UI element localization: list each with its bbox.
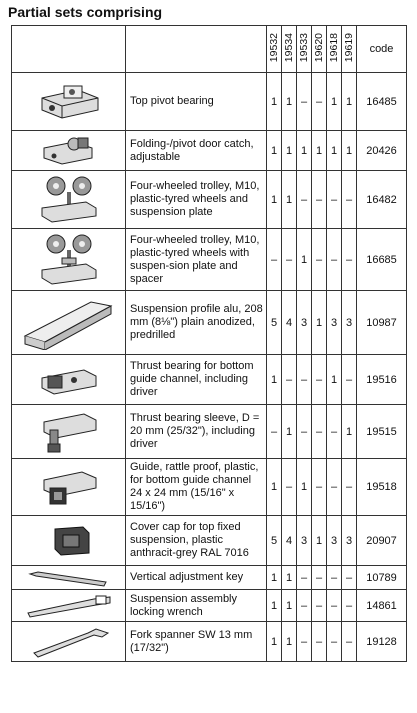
quantity-cell: 1 (267, 590, 282, 622)
table-row (12, 566, 407, 590)
item-description: Four-wheeled trolley, M10, plastic-tyred wheels with suspen-sion plate and spacer (126, 229, 267, 291)
quantity-cell: 1 (267, 355, 282, 405)
item-code: 10987 (357, 291, 407, 355)
quantity-cell: 1 (282, 73, 297, 131)
quantity-cell: – (312, 355, 327, 405)
quantity-cell: 1 (312, 291, 327, 355)
quantity-cell: – (312, 590, 327, 622)
quantity-cell: 1 (327, 131, 342, 171)
quantity-cell: 3 (297, 516, 312, 566)
column-header: 19532 (267, 26, 282, 73)
quantity-cell: – (267, 229, 282, 291)
item-description: Guide, rattle proof, plastic, for bottom guide channel 24 x 24 mm (15/16" x 15/16") (126, 459, 267, 516)
quantity-cell: 1 (342, 405, 357, 459)
item-code: 16482 (357, 171, 407, 229)
quantity-cell: – (267, 405, 282, 459)
item-description: Folding-/pivot door catch, adjustable (126, 131, 267, 171)
quantity-cell: 1 (312, 131, 327, 171)
quantity-cell: – (342, 566, 357, 590)
quantity-cell: – (282, 229, 297, 291)
item-code: 14861 (357, 590, 407, 622)
adjustment-key-icon (12, 566, 126, 590)
page-title: Partial sets comprising (8, 4, 163, 20)
quantity-cell: – (327, 622, 342, 662)
item-description: Suspension profile alu, 208 mm (8⅛") plain anodized, predrilled (126, 291, 267, 355)
item-code: 19128 (357, 622, 407, 662)
column-header: 19620 (312, 26, 327, 73)
quantity-cell: – (312, 229, 327, 291)
item-description: Fork spanner SW 13 mm (17/32") (126, 622, 267, 662)
table-row (12, 516, 407, 566)
column-header: 19534 (282, 26, 297, 73)
item-code: 10789 (357, 566, 407, 590)
cover-cap-icon (12, 516, 126, 566)
quantity-cell: – (327, 171, 342, 229)
quantity-cell: 1 (297, 131, 312, 171)
trolley-spacer-icon (12, 229, 126, 291)
quantity-cell: 1 (312, 516, 327, 566)
item-code: 16685 (357, 229, 407, 291)
quantity-cell: – (327, 590, 342, 622)
quantity-cell: – (342, 229, 357, 291)
quantity-cell: – (327, 459, 342, 516)
quantity-cell: 1 (282, 622, 297, 662)
header-desc-cell (126, 26, 267, 73)
quantity-cell: – (282, 355, 297, 405)
code-header: code (357, 26, 407, 73)
quantity-cell: – (312, 459, 327, 516)
quantity-cell: – (297, 355, 312, 405)
quantity-cell: – (327, 229, 342, 291)
quantity-cell: – (297, 171, 312, 229)
quantity-cell: – (312, 73, 327, 131)
item-description: Four-wheeled trolley, M10, plastic-tyred wheels and suspension plate (126, 171, 267, 229)
item-code: 19515 (357, 405, 407, 459)
thrust-sleeve-icon (12, 405, 126, 459)
quantity-cell: – (342, 355, 357, 405)
quantity-cell: 3 (342, 291, 357, 355)
quantity-cell: 3 (327, 516, 342, 566)
fork-spanner-icon (12, 622, 126, 662)
quantity-cell: 3 (297, 291, 312, 355)
quantity-cell: 1 (267, 566, 282, 590)
trolley-icon (12, 171, 126, 229)
table-row (12, 459, 407, 516)
table-row (12, 590, 407, 622)
item-description: Top pivot bearing (126, 73, 267, 131)
quantity-cell: 1 (267, 131, 282, 171)
quantity-cell: 3 (327, 291, 342, 355)
quantity-cell: 1 (282, 131, 297, 171)
quantity-cell: 1 (282, 590, 297, 622)
quantity-cell: 1 (267, 171, 282, 229)
item-description: Vertical adjustment key (126, 566, 267, 590)
header-row (12, 26, 407, 73)
quantity-cell: 1 (267, 622, 282, 662)
quantity-cell: – (297, 590, 312, 622)
quantity-cell: – (297, 566, 312, 590)
quantity-cell: – (282, 459, 297, 516)
header-image-cell (12, 26, 126, 73)
quantity-cell: – (342, 622, 357, 662)
quantity-cell: 4 (282, 516, 297, 566)
quantity-cell: 1 (297, 229, 312, 291)
table-row (12, 229, 407, 291)
item-description: Thrust bearing for bottom guide channel, including driver (126, 355, 267, 405)
item-code: 20907 (357, 516, 407, 566)
parts-table (11, 25, 407, 662)
column-header: 19619 (342, 26, 357, 73)
item-description: Thrust bearing sleeve, D = 20 mm (25/32"), including driver (126, 405, 267, 459)
item-description: Cover cap for top fixed suspension, plastic anthracit-grey RAL 7016 (126, 516, 267, 566)
table-row (12, 405, 407, 459)
thrust-bearing-icon (12, 355, 126, 405)
quantity-cell: – (327, 566, 342, 590)
quantity-cell: – (312, 622, 327, 662)
quantity-cell: 1 (282, 566, 297, 590)
quantity-cell: – (297, 622, 312, 662)
locking-wrench-icon (12, 590, 126, 622)
item-description: Suspension assembly locking wrench (126, 590, 267, 622)
quantity-cell: 3 (342, 516, 357, 566)
item-code: 16485 (357, 73, 407, 131)
table-row (12, 622, 407, 662)
quantity-cell: 1 (327, 355, 342, 405)
quantity-cell: 5 (267, 516, 282, 566)
quantity-cell: 1 (282, 171, 297, 229)
quantity-cell: 1 (342, 131, 357, 171)
table-row (12, 171, 407, 229)
quantity-cell: – (342, 459, 357, 516)
quantity-cell: – (327, 405, 342, 459)
quantity-cell: 1 (342, 73, 357, 131)
column-header: 19533 (297, 26, 312, 73)
quantity-cell: – (312, 171, 327, 229)
quantity-cell: – (312, 566, 327, 590)
table-row (12, 355, 407, 405)
quantity-cell: 1 (297, 459, 312, 516)
door-catch-icon (12, 131, 126, 171)
quantity-cell: 5 (267, 291, 282, 355)
quantity-cell: 1 (282, 405, 297, 459)
quantity-cell: 1 (267, 459, 282, 516)
suspension-profile-icon (12, 291, 126, 355)
table-row (12, 73, 407, 131)
quantity-cell: – (342, 171, 357, 229)
guide-icon (12, 459, 126, 516)
quantity-cell: – (297, 405, 312, 459)
quantity-cell: – (342, 590, 357, 622)
table-row (12, 291, 407, 355)
table-row (12, 131, 407, 171)
item-code: 19518 (357, 459, 407, 516)
column-header: 19618 (327, 26, 342, 73)
item-code: 19516 (357, 355, 407, 405)
quantity-cell: 1 (267, 73, 282, 131)
quantity-cell: – (312, 405, 327, 459)
top-pivot-bearing-icon (12, 73, 126, 131)
quantity-cell: 4 (282, 291, 297, 355)
quantity-cell: – (297, 73, 312, 131)
item-code: 20426 (357, 131, 407, 171)
quantity-cell: 1 (327, 73, 342, 131)
